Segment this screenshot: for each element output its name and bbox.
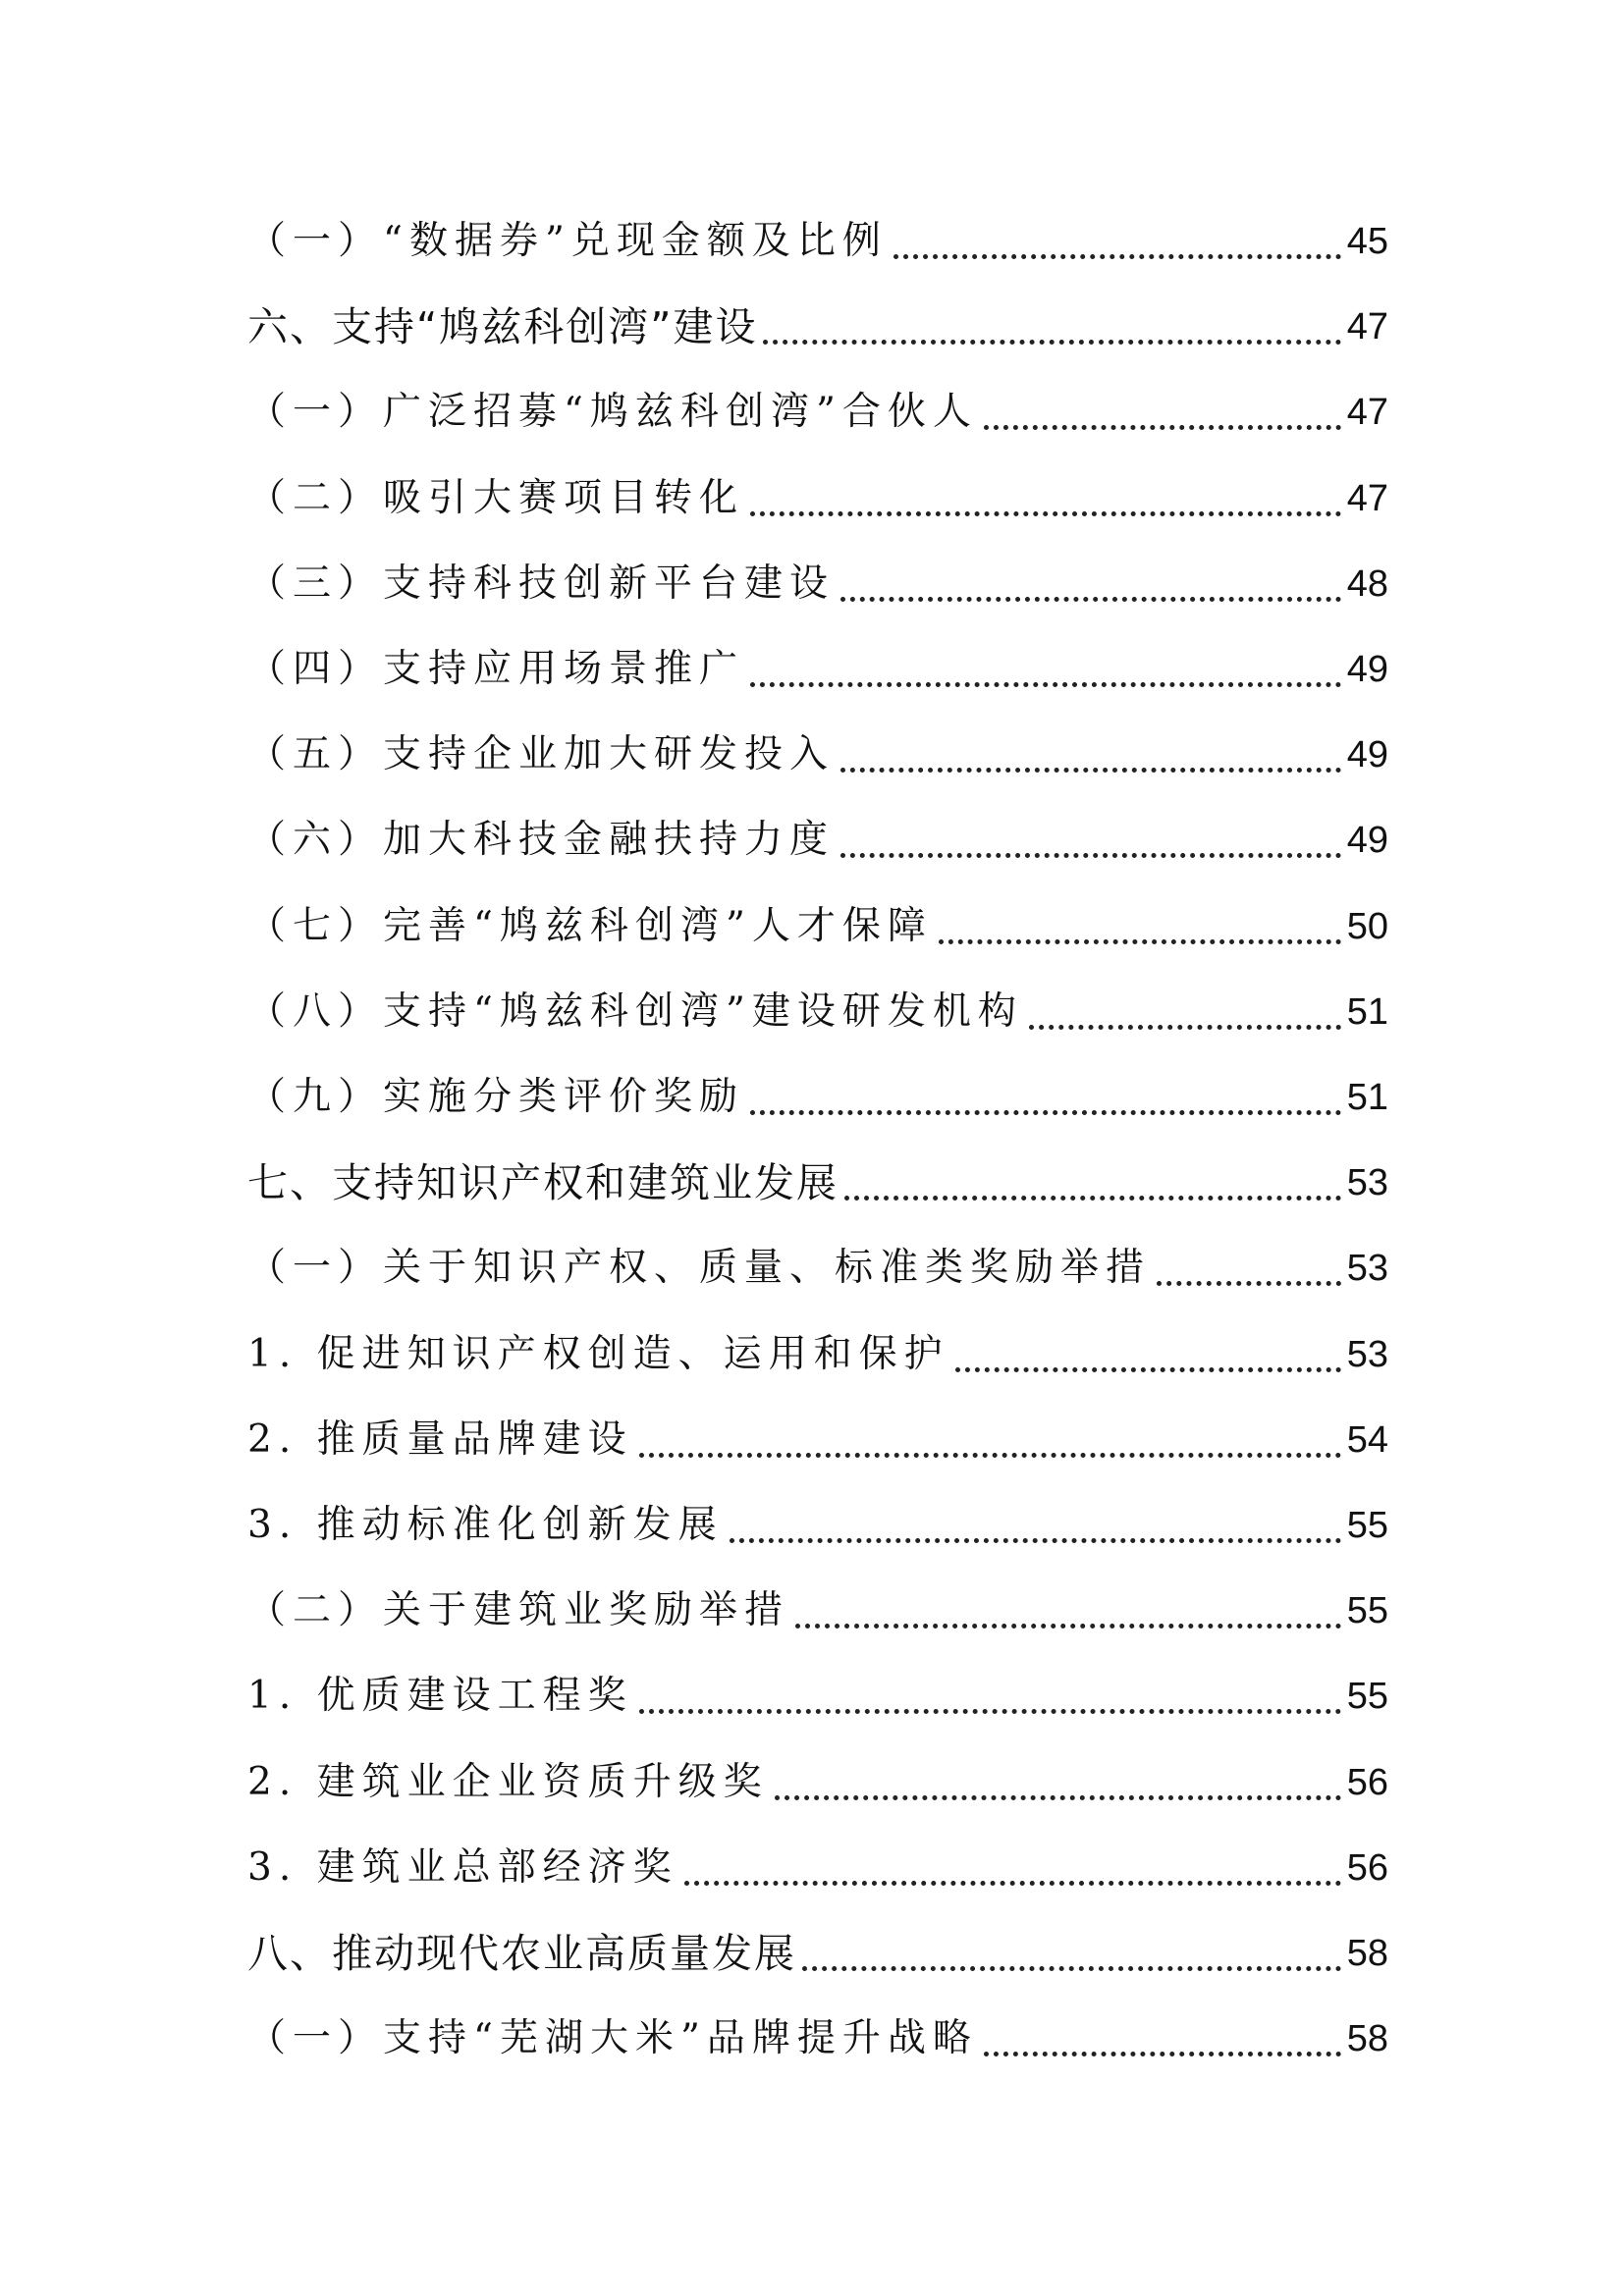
toc-entry-page: 45 (1346, 221, 1388, 262)
toc-entry-page: 47 (1346, 306, 1388, 348)
toc-entry-label: （一）广泛招募“鸠兹科创湾”合伙人 (247, 390, 978, 435)
toc-entry-label: 3. 推动标准化创新发展 (247, 1503, 724, 1547)
toc-item[interactable] (247, 1325, 1388, 1384)
toc-entry-page: 47 (1346, 392, 1388, 434)
toc-entry[interactable] (247, 811, 1388, 870)
toc-heading[interactable] (247, 1153, 1388, 1212)
toc-entry-label: 七、支持知识产权和建筑业发展 (247, 1159, 839, 1207)
toc-entry-label: （二）关于建筑业奖励举措 (247, 1588, 790, 1633)
toc-entry-label: 2. 建筑业企业资质升级奖 (247, 1759, 769, 1804)
toc-entry[interactable] (247, 212, 1388, 271)
toc-entry-page: 49 (1346, 649, 1388, 690)
toc-entry-page: 53 (1346, 1333, 1388, 1375)
toc-entry-page: 50 (1346, 905, 1388, 947)
toc-entry[interactable] (247, 640, 1388, 699)
toc-entry-page: 54 (1346, 1418, 1388, 1461)
toc-entry-label: （六）加大科技金融扶持力度 (247, 818, 836, 863)
dot-leader (802, 1966, 1341, 1971)
toc-item[interactable] (247, 1753, 1388, 1812)
toc-entry-page: 51 (1346, 990, 1388, 1033)
dot-leader (840, 597, 1341, 602)
toc-entry-page: 58 (1346, 1933, 1388, 1974)
toc-entry-label: （二）吸引大赛项目转化 (247, 475, 745, 520)
dot-leader (840, 853, 1341, 858)
toc-item[interactable] (247, 1667, 1388, 1726)
dot-leader (1029, 1025, 1341, 1030)
toc-entry-page: 56 (1346, 1761, 1388, 1803)
toc-entry-label: 八、推动现代农业高质量发展 (247, 1930, 796, 1977)
toc-entry-page: 53 (1346, 1248, 1388, 1290)
toc-entry-page: 49 (1346, 820, 1388, 862)
toc-entry-label: （三）支持科技创新平台建设 (247, 561, 836, 606)
toc-entry[interactable] (247, 1581, 1388, 1640)
toc-entry[interactable] (247, 383, 1388, 442)
toc-item[interactable] (247, 1839, 1388, 1897)
toc-heading[interactable] (247, 297, 1388, 356)
toc-entry-page: 55 (1346, 1590, 1388, 1632)
dot-leader (775, 1795, 1341, 1800)
toc-entry-page: 48 (1346, 562, 1388, 605)
toc-entry-label: 1. 优质建设工程奖 (247, 1674, 633, 1719)
toc-entry[interactable] (247, 469, 1388, 528)
toc-entry-page: 55 (1346, 1676, 1388, 1718)
toc-entry-label: （九）实施分类评价奖励 (247, 1075, 745, 1119)
dot-leader (939, 939, 1341, 944)
dot-leader (840, 768, 1341, 773)
toc-entry-page: 49 (1346, 734, 1388, 776)
toc-entry-label: 六、支持“鸠兹科创湾”建设 (247, 303, 758, 351)
toc-item[interactable] (247, 1411, 1388, 1469)
toc-entry-label: （五）支持企业加大研发投入 (247, 732, 836, 777)
dot-leader (1157, 1281, 1341, 1286)
toc-entry-label: （七）完善“鸠兹科创湾”人才保障 (247, 903, 933, 948)
dot-leader (750, 682, 1341, 687)
toc-entry-page: 56 (1346, 1846, 1388, 1889)
toc-heading[interactable] (247, 1924, 1388, 1983)
dot-leader (639, 1453, 1341, 1458)
dot-leader (750, 1110, 1341, 1115)
toc-entry-page: 53 (1346, 1162, 1388, 1204)
toc-entry-page: 47 (1346, 477, 1388, 519)
dot-leader (844, 1196, 1341, 1201)
dot-leader (893, 254, 1341, 259)
dot-leader (984, 425, 1341, 430)
toc-entry[interactable] (247, 555, 1388, 614)
toc-entry-label: 3. 建筑业总部经济奖 (247, 1844, 678, 1890)
toc-entry[interactable] (247, 1239, 1388, 1298)
toc-entry-page: 55 (1346, 1505, 1388, 1546)
toc-entry[interactable] (247, 983, 1388, 1041)
toc-entry-label: （一）关于知识产权、质量、标准类奖励举措 (247, 1246, 1152, 1291)
toc-entry[interactable] (247, 897, 1388, 956)
toc-entry[interactable] (247, 725, 1388, 784)
dot-leader (955, 1367, 1341, 1372)
dot-leader (984, 2052, 1341, 2056)
dot-leader (795, 1624, 1341, 1629)
toc-entry-page: 58 (1346, 2018, 1388, 2060)
toc-entry[interactable] (247, 2009, 1388, 2068)
dot-leader (730, 1538, 1341, 1543)
toc-entry[interactable] (247, 1068, 1388, 1127)
toc-entry-label: （八）支持“鸠兹科创湾”建设研发机构 (247, 988, 1023, 1034)
toc-entry-label: （四）支持应用场景推广 (247, 647, 745, 691)
dot-leader (684, 1881, 1341, 1886)
dot-leader (763, 340, 1340, 345)
toc-entry-label: （一）“数据券”兑现金额及比例 (247, 219, 888, 263)
toc-entry-page: 51 (1346, 1077, 1388, 1118)
toc-item[interactable] (247, 1496, 1388, 1555)
dot-leader (750, 511, 1341, 516)
toc-entry-label: 2. 推质量品牌建设 (247, 1416, 633, 1462)
toc-entry-label: （一）支持“芜湖大米”品牌提升战略 (247, 2016, 978, 2061)
dot-leader (639, 1709, 1341, 1714)
toc-entry-label: 1. 促进知识产权创造、运用和保护 (247, 1331, 949, 1376)
